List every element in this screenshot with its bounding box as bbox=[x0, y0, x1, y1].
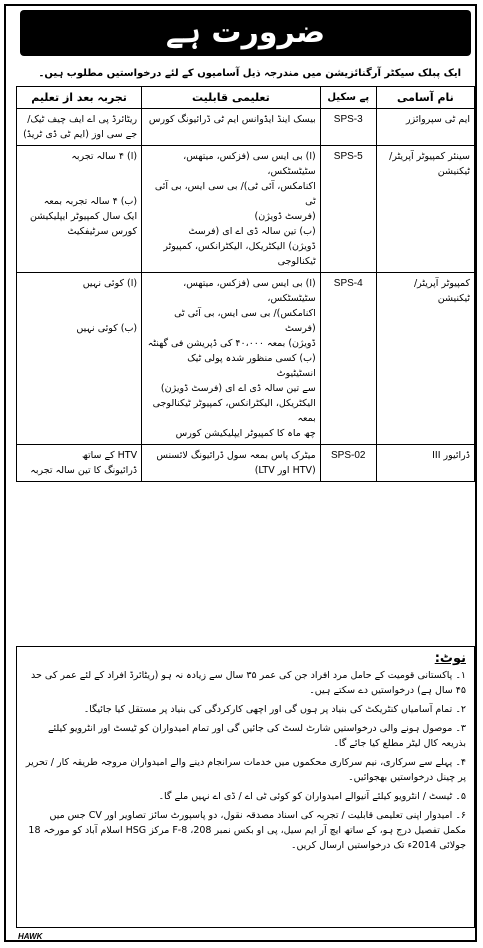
post-cell: سینئر کمپیوٹر آپریٹر/ ٹیکنیشن bbox=[376, 146, 474, 273]
table-row bbox=[17, 445, 475, 482]
experience-cell bbox=[17, 109, 142, 146]
qualification-line: ڈویژن) بمعہ ۴۰،۰۰۰ کی ڈپریشن فی گھنٹہ bbox=[147, 338, 316, 349]
header-qualification: تعلیمی قابلیت bbox=[142, 87, 321, 109]
experience-cell bbox=[17, 445, 142, 482]
experience-line: (ب) کوئی نہیں bbox=[76, 323, 138, 334]
experience-line bbox=[21, 306, 137, 321]
experience-cell bbox=[17, 146, 142, 273]
notes-title: نوٹ: bbox=[434, 651, 466, 666]
note-item: ۵۔ ٹیسٹ / انٹرویو کیلئے آنیوالے امیدواران کو کوئی ٹی اے / ڈی اے نہیں ملے گا۔ bbox=[158, 791, 466, 802]
qualification-line: بیسک اینڈ ایڈوانس ایم ٹی ڈرائیونگ کورس bbox=[148, 114, 316, 125]
scale-cell: SPS-02 bbox=[320, 445, 376, 482]
qualification-line: اکنامکس)/ بی سی ایس، بی آئی ٹی (فرسٹ bbox=[174, 308, 316, 334]
table-row bbox=[17, 146, 475, 273]
header-post: نام آسامی bbox=[376, 87, 474, 109]
header-scale: پے سکیل bbox=[320, 87, 376, 109]
intro-text: ایک پبلک سیکٹر آرگنائزیشن میں مندرجہ ذیل آسامیوں کے لئے درخواستیں مطلوب ہیں۔ bbox=[38, 68, 461, 79]
header-experience: تجربہ بعد از تعلیم bbox=[17, 87, 142, 109]
experience-line: کورس سرٹیفکیٹ bbox=[67, 226, 138, 237]
qualification-line: (HTV اور LTV) bbox=[254, 465, 316, 476]
post-cell: ایم ٹی سپروائزر bbox=[376, 109, 474, 146]
post-cell: کمپیوٹر آپریٹر/ ٹیکنیشن bbox=[376, 273, 474, 445]
advertisement-page bbox=[4, 4, 477, 942]
experience-line: (ب) ۴ سالہ تجربہ بمعہ bbox=[43, 196, 138, 207]
qualification-cell bbox=[142, 445, 321, 482]
qualification-line: ڈویژن) الیکٹریکل، الیکٹرانکس، کمپیوٹر bbox=[163, 241, 316, 252]
qualification-line: اکنامکس، آئی ٹی)/ بی سی ایس، بی آئی ٹی bbox=[154, 181, 316, 207]
qualification-cell bbox=[142, 109, 321, 146]
note-item: ۲۔ تمام آسامیاں کنٹریکٹ کی بنیاد پر ہوں گی اور اچھی کارکردگی کی بنیاد پر مستقل کیا جائیگا۔ bbox=[83, 704, 466, 715]
page-title: ضرورت ہے bbox=[20, 10, 471, 56]
experience-line: (ا) کوئی نہیں bbox=[82, 278, 138, 289]
experience-line bbox=[21, 179, 137, 194]
table-row bbox=[17, 109, 475, 146]
note-item: ۳۔ موصول ہونے والی درخواستیں شارٹ لسٹ کی جائیں گی اور تمام امیدواران کو ٹیسٹ اور انٹرویو کیلئے بذریعہ کال لیٹر مطلع کیا جائے گا۔ bbox=[47, 723, 466, 749]
vacancies-table bbox=[16, 86, 475, 482]
scale-cell: SPS-5 bbox=[320, 146, 376, 273]
qualification-cell bbox=[142, 146, 321, 273]
qualification-line: (ا) بی ایس سی (فزکس، میتھس، سٹیٹسٹکس، bbox=[183, 151, 316, 177]
experience-line: جے سی اوز (ایم ٹی ڈی ٹریڈ) bbox=[23, 129, 138, 140]
scale-cell: SPS-3 bbox=[320, 109, 376, 146]
notes-section bbox=[16, 646, 475, 928]
note-item: ۶۔ امیدوار اپنی تعلیمی قابلیت / تجربہ کی اسناد مصدقہ نقول، دو پاسپورٹ سائز تصاویر اور CV جس میں مکمل تفصیل درج ہو، کے ساتھ ایچ آر ایم سیل، پی او بکس نمبر 208، F-8 مرکز HSG اسلام آباد کو مورخہ 18 جولائی 2014ء تک درخواستیں ارسال کریں۔ bbox=[28, 810, 466, 851]
qualification-line: (ب) کسی منظور شدہ پولی ٹیک انسٹیٹیوٹ bbox=[187, 353, 316, 379]
experience-line: HTV کے ساتھ bbox=[82, 450, 138, 461]
qualification-line: (ا) بی ایس سی (فزکس، میتھس، سٹیٹسٹکس، bbox=[183, 278, 316, 304]
qualification-line: (فرسٹ ڈویژن) bbox=[254, 211, 316, 222]
qualification-line: میٹرک پاس بمعہ سول ڈرائیونگ لائسنس bbox=[156, 450, 316, 461]
note-item: ۴۔ پہلے سے سرکاری، نیم سرکاری محکموں میں خدمات سرانجام دینے والے امیدواران مروجہ طریقہ کار / تحریر پر چینل درخواستیں بھجوائیں۔ bbox=[25, 757, 466, 783]
experience-line: ایک سال کمپیوٹر ایپلیکیشن bbox=[29, 211, 138, 222]
qualification-line: ٹیکنالوجی bbox=[277, 256, 316, 267]
note-item: ۱۔ پاکستانی قومیت کے حامل مرد افراد جن کی عمر ۳۵ سال سے زیادہ نہ ہو (ریٹائرڈ افراد کے لئے عمر کی حد ۴۵ سال ہے) درخواستیں دے سکتے ہیں۔ bbox=[31, 670, 466, 696]
scale-cell: SPS-4 bbox=[320, 273, 376, 445]
experience-cell bbox=[17, 273, 142, 445]
qualification-line: سے تین سالہ ڈی اے ای (فرسٹ ڈویژن) bbox=[160, 383, 316, 394]
table-row bbox=[17, 273, 475, 445]
post-cell: ڈرائیور III bbox=[376, 445, 474, 482]
experience-line bbox=[21, 291, 137, 306]
qualification-line: چھ ماہ کا کمپیوٹر ایپلیکیشن کورس bbox=[175, 428, 316, 439]
qualification-line: الیکٹریکل، الیکٹرانکس، کمپیوٹر ٹیکنالوجی بمعہ bbox=[152, 398, 316, 424]
experience-line: ریٹائرڈ پی اے ایف چیف ٹیک/ bbox=[27, 114, 138, 125]
qualification-line: (ب) تین سالہ ڈی اے ای (فرسٹ bbox=[188, 226, 316, 237]
publisher-logo: HAWK bbox=[18, 932, 43, 941]
experience-line: (ا) ۴ سالہ تجربہ bbox=[71, 151, 138, 162]
qualification-cell bbox=[142, 273, 321, 445]
experience-line: ڈرائیونگ کا تین سالہ تجربہ bbox=[30, 465, 138, 476]
experience-line bbox=[21, 164, 137, 179]
table-header-row bbox=[17, 87, 475, 109]
